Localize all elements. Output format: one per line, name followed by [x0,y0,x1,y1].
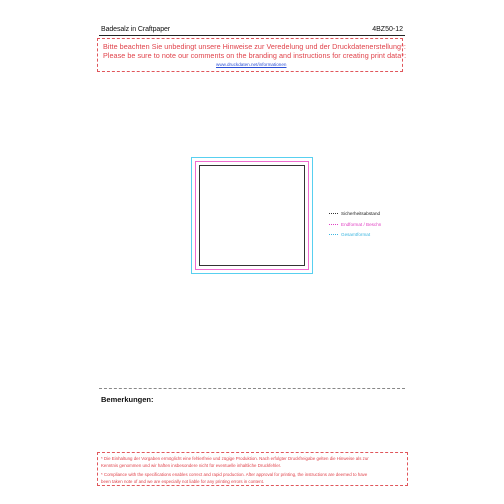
dotted-line-swatch [329,224,338,225]
disclaimer-en-line-2: been taken note of and we are especially not liable for any printing errors in content. [101,479,265,484]
legend-label: Sicherheitsabstand [341,211,381,216]
print-data-info-link[interactable]: www.druckdaten.net/informationen [216,62,287,67]
remarks-title: Bemerkungen: [101,395,154,404]
legend-label: Endformat / Beschn [341,222,382,227]
article-code: 4BZ50-12 [372,26,403,33]
product-name: Badesalz in Craftpaper [101,26,171,33]
remarks-divider [99,388,405,389]
notice-text-de: Bitte beachten Sie unbedingt unsere Hinweise zur Veredelung und der Druckdatenerstellung*: [103,42,406,51]
legend-safety-margin [329,211,380,216]
safety-margin-line [199,165,305,266]
disclaimer-de-line-1: * Die Einhaltung der Vorgaben ermöglicht eine fehlerfreie und zügige Produktion. Nach erfolgter Druckfreigabe gelten die Hinweise als zur [101,456,369,461]
dotted-line-swatch [329,213,338,214]
dotted-line-swatch [329,234,338,235]
disclaimer-de-line-2: Kenntnis genommen und wir haften insbesondere nicht für eventuelle inhaltliche Druckfehler. [101,463,282,468]
legend-outer-cut [329,232,370,237]
header-divider [99,35,405,36]
legend-label: Gesamtformat [341,232,371,237]
disclaimer-en-line-1: * Compliance with the specifications enables correct and rapid production. After approval for printing, the instructions are deemed to have [101,472,368,477]
notice-text-en: Please be sure to note our comments on the branding and instructions for creating print data*: [103,51,407,60]
legend-final-format [329,222,381,227]
